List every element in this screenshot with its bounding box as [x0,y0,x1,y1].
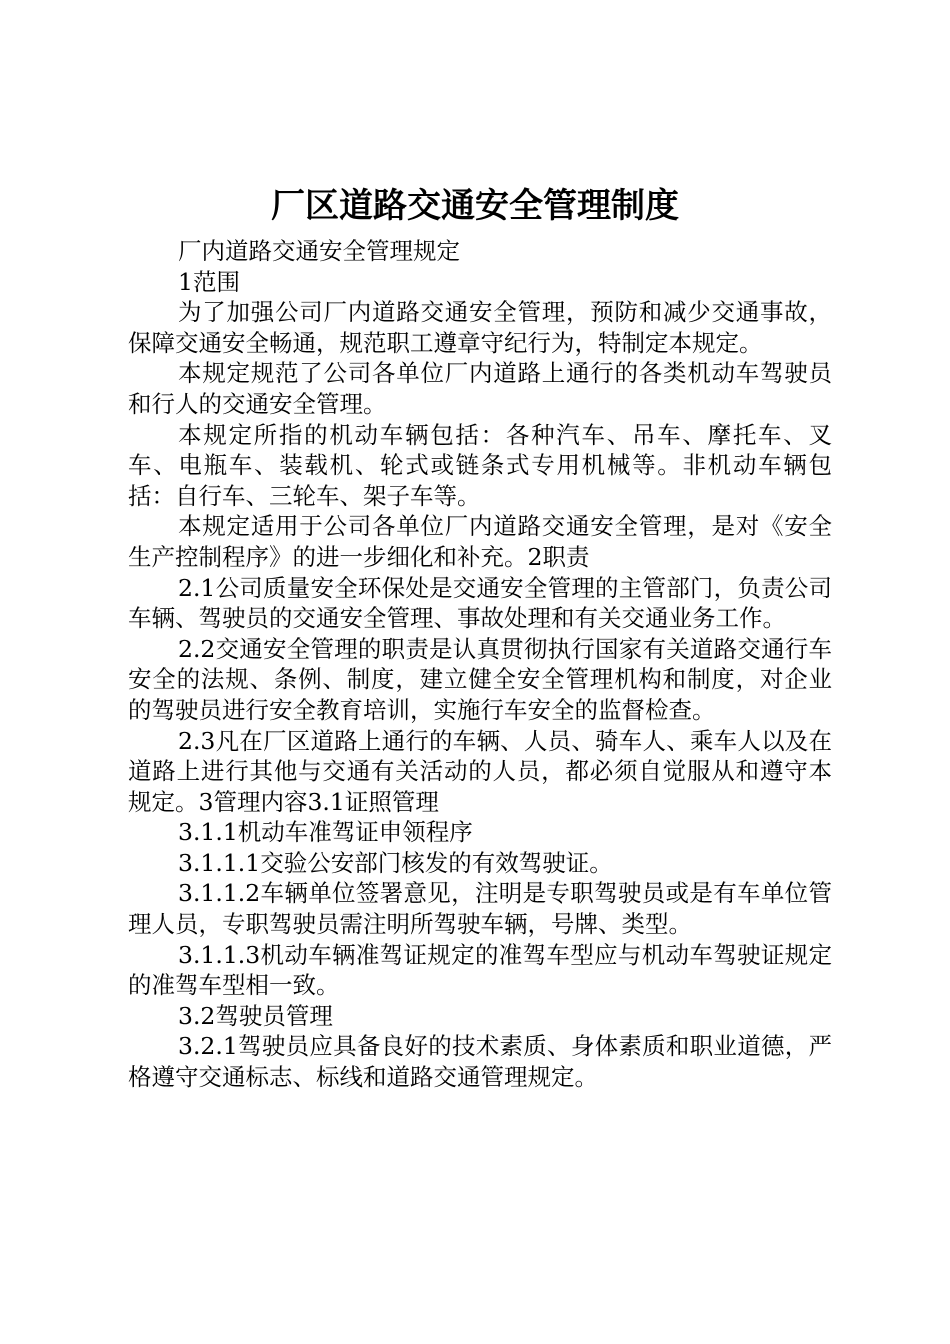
paragraph: 本规定所指的机动车辆包括：各种汽车、吊车、摩托车、叉车、电瓶车、装载机、轮式或链条式专用机械等。非机动车辆包括：自行车、三轮车、架子车等。 [128,420,832,510]
document-title: 厂区道路交通安全管理制度 [271,186,679,226]
paragraph: 2.1公司质量安全环保处是交通安全管理的主管部门，负责公司车辆、驾驶员的交通安全管理、事故处理和有关交通业务工作。 [128,573,832,633]
paragraph: 2.3凡在厂区道路上通行的车辆、人员、骑车人、乘车人以及在道路上进行其他与交通有关活动的人员，都必须自觉服从和遵守本规定。3管理内容3.1证照管理 [128,726,832,816]
paragraph: 为了加强公司厂内道路交通安全管理，预防和减少交通事故，保障交通安全畅通，规范职工遵章守纪行为，特制定本规定。 [128,298,832,357]
paragraph-scope-heading: 1范围 [178,267,240,296]
paragraph: 本规定规范了公司各单位厂内道路上通行的各类机动车驾驶员和行人的交通安全管理。 [128,359,832,418]
paragraph: 3.2驾驶员管理 [178,1001,333,1030]
paragraph-regulation-heading: 厂内道路交通安全管理规定 [178,237,460,265]
paragraph: 3.1.1.3机动车辆准驾证规定的准驾车型应与机动车驾驶证规定的准驾车型相一致。 [128,940,832,1000]
document-body [128,236,832,1093]
paragraph: 本规定适用于公司各单位厂内道路交通安全管理，是对《安全生产控制程序》的进一步细化和补充。2职责 [128,512,832,571]
paragraph: 3.1.1.1交验公安部门核发的有效驾驶证。 [178,848,613,877]
paragraph: 3.1.1.2车辆单位签署意见，注明是专职驾驶员或是有车单位管理人员，专职驾驶员需注明所驾驶车辆，号牌、类型。 [128,879,832,939]
paragraph: 3.1.1机动车准驾证申领程序 [178,818,473,847]
paragraph: 2.2交通安全管理的职责是认真贯彻执行国家有关道路交通行车安全的法规、条例、制度，建立健全安全管理机构和制度，对企业的驾驶员进行安全教育培训，实施行车安全的监督检查。 [128,634,832,724]
paragraph: 3.2.1驾驶员应具备良好的技术素质、身体素质和职业道德，严格遵守交通标志、标线和道路交通管理规定。 [128,1032,832,1092]
